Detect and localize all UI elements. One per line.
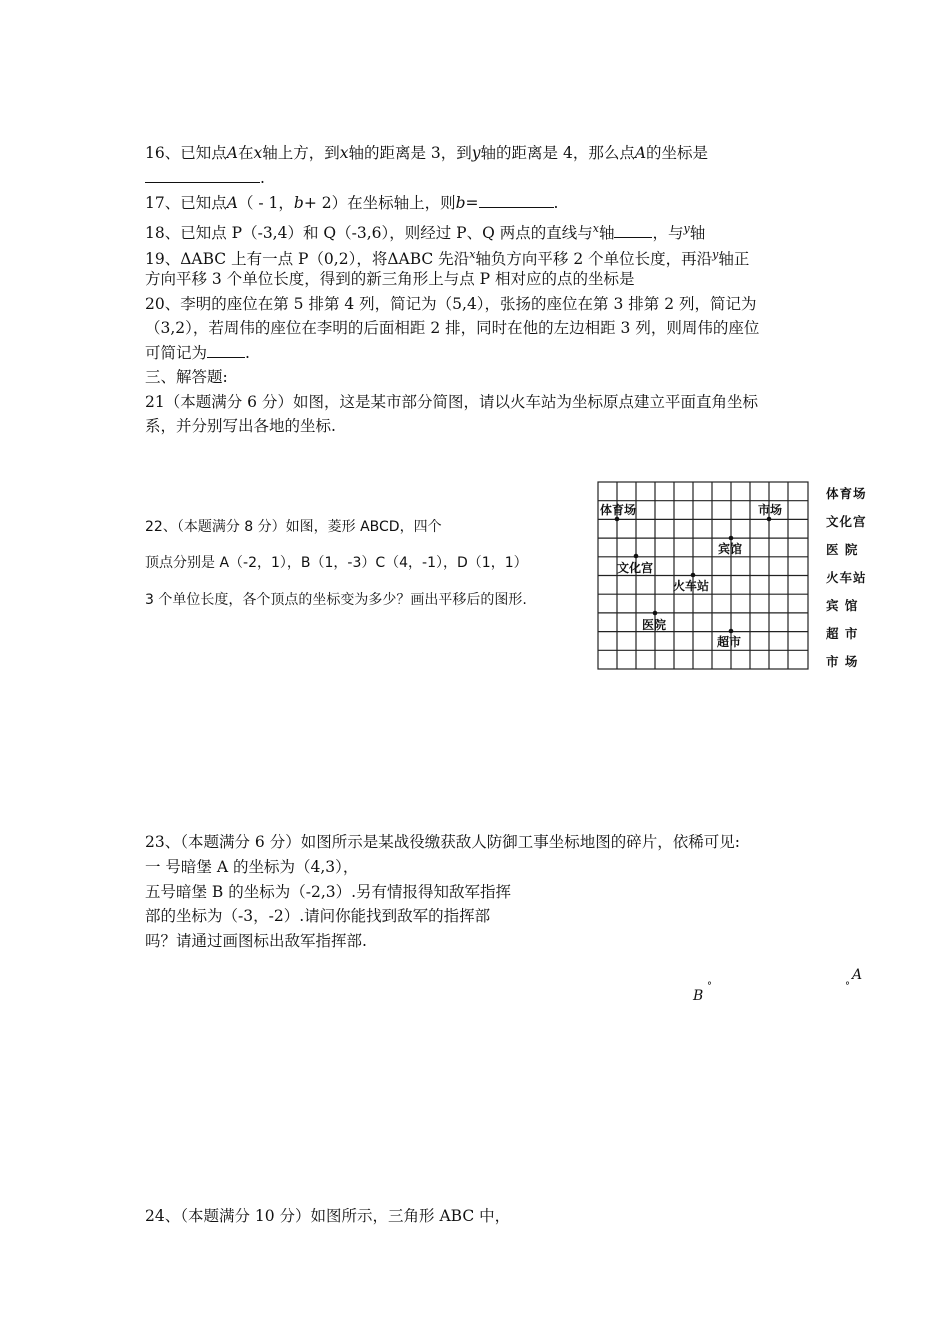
label-culture: 文化宫	[617, 561, 654, 575]
question-21-line-2: 系，并分别写出各地的坐标.	[145, 417, 336, 435]
q16-answer-blank[interactable]	[145, 168, 260, 183]
question-22-line-3: 3 个单位长度，各个顶点的坐标变为多少？画出平移后的图形.	[145, 592, 527, 608]
point-a-label: A	[852, 967, 863, 983]
q18-var-x: x	[592, 222, 599, 235]
point-b-label: B	[693, 988, 704, 1004]
q16-var-a: A	[226, 144, 238, 162]
question-18	[145, 219, 705, 243]
q16-text-4: 轴的距离是 3，到	[348, 144, 472, 162]
point-market	[767, 517, 772, 522]
point-b-marker: °	[707, 981, 712, 992]
question-21-line-1: 21（本题满分 6 分）如图，这是某市部分简图，请以火车站为坐标原点建立平面直角坐标	[145, 393, 758, 411]
question-22-line-1: 22、（本题满分 8 分）如图，菱形 ABCD，四个	[145, 519, 442, 535]
q17-var-b2: b	[455, 194, 466, 212]
q17-end: .	[553, 194, 559, 212]
q20-text-2: （3,2），若周伟的座位在李明的后面相距 2 排，同时在他的左边相距 3 列，则周伟的座位	[145, 319, 760, 337]
q17-var-b: b	[293, 194, 304, 212]
question-23-line-1: 23、（本题满分 6 分）如图所示是某战役缴获敌人防御工事坐标地图的碎片，依稀可见:	[145, 833, 740, 851]
q16-var-x: x	[253, 144, 263, 162]
legend-item-culture: 文化宫	[826, 514, 867, 529]
q18-blank-1[interactable]	[614, 223, 652, 238]
q17-text-3: + 2）在坐标轴上，则	[303, 194, 456, 212]
point-culture	[634, 554, 639, 559]
q16-text: 16、已知点	[145, 144, 227, 162]
q19-var-y: y	[712, 248, 719, 261]
q20-text-3: 可简记为	[145, 344, 208, 362]
q18-text: 18、已知点 P（-3,4）和 Q（-3,6），则经过 P、Q 两点的直线与	[145, 224, 593, 243]
q20-answer-blank[interactable]	[207, 343, 245, 358]
q16-var-a2: A	[634, 144, 647, 162]
q18-text-4: 轴	[689, 224, 706, 243]
label-station: 火车站	[673, 579, 710, 593]
q19-text-3: 轴正	[718, 250, 750, 269]
legend-item-market: 市 场	[826, 654, 859, 669]
city-map	[597, 481, 811, 675]
label-market: 市场	[758, 503, 783, 517]
question-20-line-1	[145, 294, 757, 314]
q17-text: 17、已知点	[145, 194, 227, 212]
point-supermarket	[729, 629, 734, 634]
question-20-line-3	[145, 343, 250, 363]
q17-var-a: A	[226, 194, 238, 212]
point-hotel	[729, 536, 734, 541]
question-16-answer	[145, 168, 265, 188]
point-station	[691, 573, 696, 578]
legend-item-stadium: 体育场	[826, 486, 867, 501]
legend-item-station: 火车站	[826, 570, 867, 585]
question-16	[145, 143, 708, 163]
legend-item-supermarket: 超 市	[826, 626, 859, 641]
legend-item-hotel: 宾 馆	[826, 598, 859, 613]
q18-var-y: y	[683, 222, 690, 235]
question-22-line-2: 顶点分别是 A（-2，1），B（1，-3）C（4，-1），D（1，1）	[145, 555, 528, 571]
q16-end: .	[260, 169, 265, 187]
label-hotel: 宾馆	[718, 542, 743, 556]
q17-eq: =	[465, 194, 479, 212]
q20-end: .	[245, 344, 250, 362]
label-hospital: 医院	[642, 618, 667, 632]
point-hospital	[653, 611, 658, 616]
point-stadium	[615, 517, 620, 522]
question-20-line-2	[145, 318, 759, 338]
question-24-line-1: 24、（本题满分 10 分）如图所示，三角形 ABC 中，	[145, 1207, 511, 1225]
question-23-line-4: 部的坐标为（-3，-2）.请问你能找到敌军的指挥部	[145, 907, 491, 925]
q16-var-y: y	[471, 144, 481, 162]
section-3-heading: 三、解答题:	[145, 368, 228, 386]
question-23-line-5: 吗？请通过画图标出敌军指挥部.	[145, 932, 367, 950]
q17-text-2: （ - 1，	[237, 194, 294, 212]
q16-text-5: 轴的距离是 4，那么点	[480, 144, 635, 162]
q18-text-2: 轴	[598, 224, 615, 243]
q16-text-6: 的坐标是	[646, 144, 709, 162]
q16-var-x2: x	[339, 144, 349, 162]
label-stadium: 体育场	[600, 503, 637, 517]
question-19-line-1	[145, 245, 749, 269]
city-map-grid	[597, 481, 811, 671]
q18-text-3: ，与	[652, 224, 684, 243]
q20-text: 20、李明的座位在第 5 排第 4 列，简记为（5,4），张扬的座位在第 3 排第 2 列，简记为	[145, 295, 757, 313]
question-19-line-2	[145, 269, 635, 289]
q19-var-x: x	[469, 248, 476, 261]
q19-text-2: 轴负方向平移 2 个单位长度，再沿	[475, 250, 713, 269]
legend-item-hospital: 医 院	[826, 542, 859, 557]
q16-text-2: 在	[237, 144, 254, 162]
q17-answer-blank[interactable]	[479, 193, 554, 208]
question-23-line-2: 一 号暗堡 A 的坐标为（4,3），	[145, 858, 359, 876]
question-17	[145, 193, 558, 213]
point-a-marker: °	[845, 981, 850, 992]
q19-text: 19、ΔABC 上有一点 P（0,2），将ΔABC 先沿	[145, 250, 470, 269]
question-23-line-3: 五号暗堡 B 的坐标为（-2,3）.另有情报得知敌军指挥	[145, 883, 512, 901]
q16-text-3: 轴上方，到	[262, 144, 340, 162]
q19-text-4: 方向平移 3 个单位长度，得到的新三角形上与点 P 相对应的点的坐标是	[145, 270, 635, 288]
label-supermarket: 超市	[717, 635, 742, 649]
